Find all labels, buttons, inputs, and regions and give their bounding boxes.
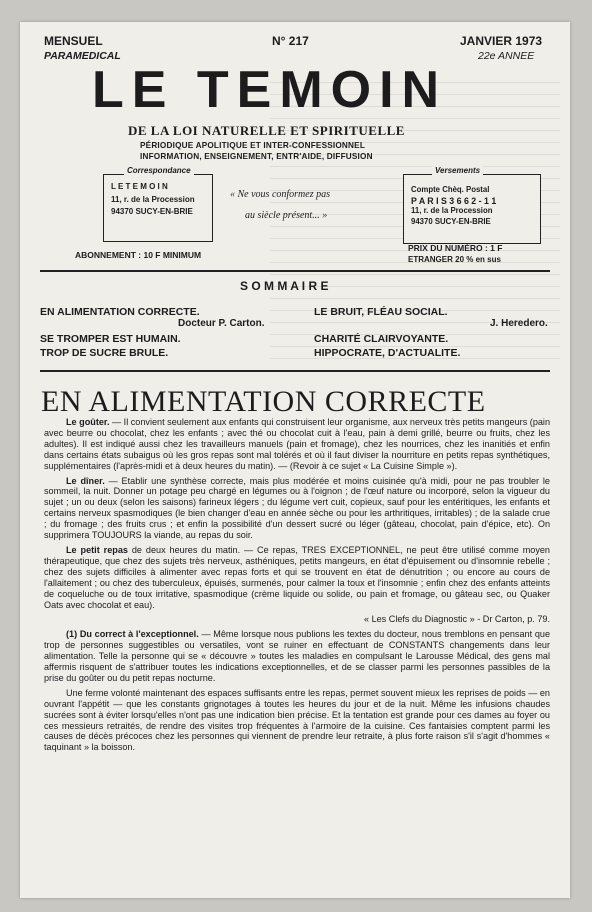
quote-line-2: au siècle présent... »	[245, 210, 328, 221]
citation: « Les Clefs du Diagnostic » - Dr Carton, p. 79.	[363, 614, 550, 625]
correspondance-line: 11, r. de la Procession	[111, 194, 195, 204]
versements-line: 94370 SUCY-EN-BRIE	[411, 216, 491, 226]
sommaire-title: S O M M A I R E	[240, 279, 329, 293]
article-body	[44, 417, 550, 757]
article-paragraph	[44, 545, 550, 610]
tagline-1: PÉRIODIQUE APOLITIQUE ET INTER-CONFESSIONNEL	[140, 141, 366, 150]
divider	[40, 270, 550, 272]
toc-item: CHARITÉ CLAIRVOYANTE.	[314, 333, 449, 345]
issue-date: JANVIER 1973	[460, 34, 543, 48]
masthead-title: LE TEMOIN	[92, 61, 448, 119]
paragraph-text: — Etablir une synthèse correcte, mais plus modérée et moins cuisinée qu'à midi, pour ne pas troubler le sommeil, la nuit. Donner un potage peu chargé en légumes ou à l'oignon ; de l'œuf nature ou incorporé, selon la vigueur du sujet ; un ou deux (selon les saisons) farineux légers ; du légume vert cuit, copieux, sauf pour les entéritiques, les enfants et certains nerveux spasmodiques (le bien changer d'eau en année sèche ou pour les arthritiques, irritables) ; de la salade crue ; du fromage ; des fruits crus ; et enfin la possibilité d'un dessert sucré ou léger (gâteau, chocolat, pain d'épice, etc). On supprimera TOUJOURS la viande, au repas du soir.	[44, 475, 550, 541]
versements-caption: Versements	[432, 166, 483, 175]
quote-line-1: « Ne vous conformez pas	[230, 189, 330, 200]
toc-item: HIPPOCRATE, D'ACTUALITE.	[314, 347, 461, 359]
versements-box	[403, 174, 541, 244]
tagline-2: INFORMATION, ENSEIGNEMENT, ENTR'AIDE, DIFFUSION	[140, 152, 373, 161]
article-title: EN ALIMENTATION CORRECTE	[41, 385, 486, 418]
toc-author: Docteur P. Carton.	[178, 318, 265, 329]
paragraph-text: — Il convient seulement aux enfants qui construisent leur organisme, aux nerveux très petits mangeurs (pain avec beurre ou chocolat, chez les enfants ; avec thé ou chocolat cuit à l'eau, pain à demi grillé, beurre ou fruits, chez les adultes). Il est indiqué aussi chez les travailleurs manuels (pain et fromage), chez les nourrices, chez les inanitiés et enfin dans certains états subaigus où les gros repas sont mal tolérés et où il faut diviser la nourriture en petits repas synthétiques, supplémentaires (l'après-midi et à deux heures du matin). — (Revoir à ce sujet « La Cuisine Simple »).	[44, 417, 551, 471]
correspondance-line: 94370 SUCY-EN-BRIE	[111, 207, 193, 216]
year-label: 22e ANNEE	[478, 50, 535, 62]
issue-price: PRIX DU NUMÉRO : 1 F	[408, 243, 503, 253]
paragraph-text: — Même lorsque nous publions les textes du docteur, nous tremblons en pensant que trop de personnes suggestibles ou versatiles, vont se ruiner en effectuant de CONSTANTS changements dans leur alimentation. Telle la personne qui se « découvre » toutes les maladies en compulsant le Larousse Médical, des gens mal affermis risquent de s'attribuer toutes les indications exceptionnelles, et de se classer parmi les personnes passibles de la prise du goûter ou du petit repas nocturne.	[44, 629, 550, 683]
correspondance-caption: Correspondance	[124, 166, 194, 175]
article-paragraph: Une ferme volonté maintenant des espaces suffisants entre les repas, permet souvent mieux les reprises de poids — en ouvrant l'appétit — que les constants grignotages à toutes les heures du jour et de la nuit. Même les infusions chaudes sucrées sont à éviter lorsqu'elles n'ont pas une indication bien précise. Et la tentation est grande pour ces dames au foyer ou ces messieurs retraités, de rendre des visites trop fréquentes à l'armoire de la cuisine. Ces fantaisies comptent parmi les causes de décès précoces chez les personnes qui viennent de prendre leur retraite, à plus forte raison s'il s'agit d'hommes « taquinant » la boisson.	[44, 687, 550, 753]
subscription-price: ABONNEMENT : 10 F MINIMUM	[75, 250, 202, 260]
divider	[40, 370, 550, 372]
article-paragraph	[44, 629, 550, 684]
paragraph-label: Le dîner.	[66, 475, 105, 486]
paragraph-label: Le goûter.	[66, 417, 110, 427]
versements-line: Compte Chèq. Postal	[411, 185, 490, 194]
paragraph-text: de deux heures du matin. — Ce repas, TRES EXCEPTIONNEL, ne peut être utilisé comme moyen thérapeutique, que chez des sujets très nerveux, asthéniques, petits mangeurs, en état d'épuisement ou d'insomnie rebelle ; chez des sujets difficiles à alimenter avec repas forts et qui se trouvent en état de dénutrition ; ou encore au cours de l'allaitement ; ou chez des tuberculeux, épuisés, surmenés, pour calmer la toux et l'insomnie ; enfin chez des enfants atteints de coqueluche ou de toux irritative, spasmodique (crème liquide ou solide, ou pain et fromage, ou gâteau sec, ou Quaker Oats avec chocolat et eau).	[44, 544, 550, 610]
toc-author: J. Heredero.	[490, 318, 548, 329]
versements-line: 11, r. de la Procession	[411, 206, 493, 215]
article-paragraph	[44, 417, 550, 472]
toc-item: TROP DE SUCRE BRULE.	[40, 347, 169, 359]
correspondance-box	[103, 174, 213, 242]
masthead-subtitle: DE LA LOI NATURELLE ET SPIRITUELLE	[128, 123, 405, 138]
periodicity: MENSUEL	[44, 34, 103, 48]
newsletter-page	[20, 22, 570, 898]
paragraph-label: Le petit repas	[66, 544, 128, 555]
issue-number: N° 217	[272, 34, 309, 48]
paragraph-label: (1) Du correct à l'exceptionnel.	[66, 629, 199, 640]
paramedical-label: PARAMEDICAL	[44, 50, 121, 62]
toc-item: SE TROMPER EST HUMAIN.	[40, 333, 181, 345]
versements-line: P A R I S 3 6 6 2 - 1 1	[411, 195, 497, 206]
toc-item: LE BRUIT, FLÉAU SOCIAL.	[314, 306, 448, 318]
article-paragraph	[44, 476, 550, 541]
foreign-price: ETRANGER 20 % en sus	[408, 255, 501, 264]
correspondance-line: L E T E M O I N	[111, 182, 168, 191]
toc-item: EN ALIMENTATION CORRECTE.	[40, 306, 200, 318]
